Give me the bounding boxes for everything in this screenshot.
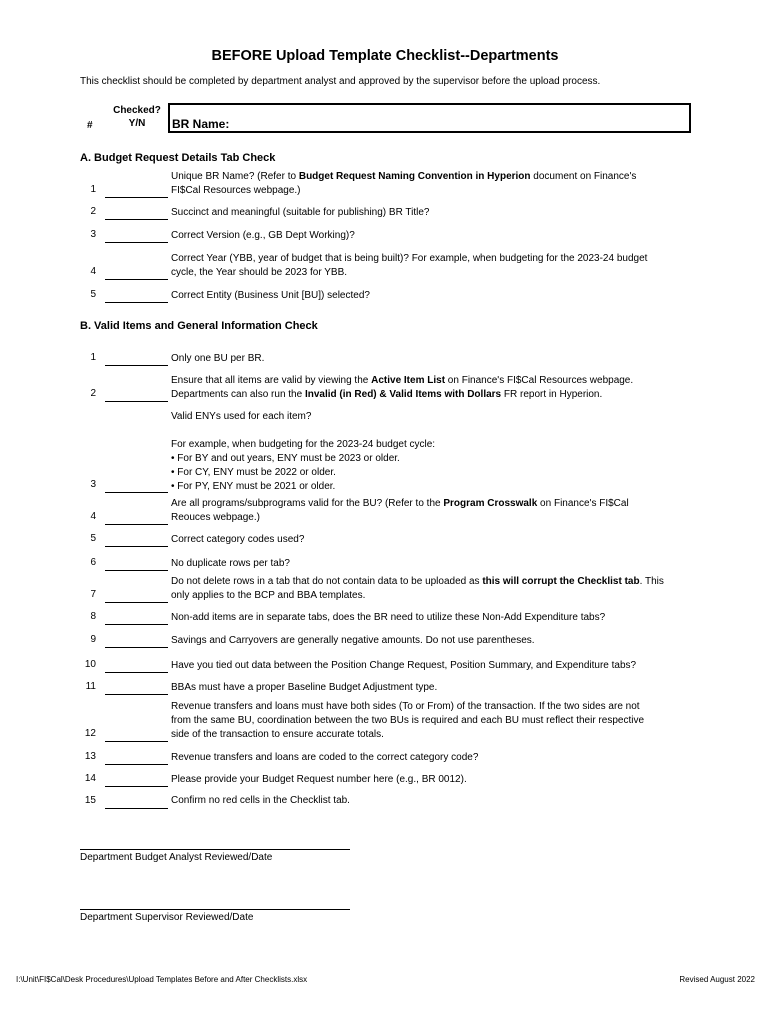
- section-b-item-1-text: Only one BU per BR.: [171, 353, 265, 364]
- br-name-field[interactable]: [168, 103, 691, 133]
- section-b-item-13-text: Revenue transfers and loans are coded to the correct category code?: [171, 752, 479, 763]
- section-b-item-4-number: 4: [90, 511, 96, 522]
- section-b-item-15-check-field[interactable]: [105, 808, 168, 809]
- section-a-item-1-check-field[interactable]: [105, 197, 168, 198]
- section-b-item-9-text: Savings and Carryovers are generally negative amounts. Do not use parentheses.: [171, 635, 535, 646]
- section-b-item-8-text: Non-add items are in separate tabs, does the BR need to utilize these Non-Add Expenditure tabs?: [171, 612, 606, 623]
- section-a-item-1-text: Unique BR Name? (Refer to Budget Request Naming Convention in Hyperion document on Finance's FI$Cal Resources webpage.): [171, 171, 637, 196]
- header-checked-line1: Checked?: [113, 105, 161, 116]
- supervisor-signature-label: Department Supervisor Reviewed/Date: [80, 912, 254, 923]
- section-a-item-3-check-field[interactable]: [105, 242, 168, 243]
- section-b-item-5-number: 5: [90, 533, 96, 544]
- section-b-item-11-check-field[interactable]: [105, 694, 168, 695]
- section-b-item-7-check-field[interactable]: [105, 602, 168, 603]
- section-b-item-10-number: 10: [84, 659, 96, 670]
- supervisor-signature-line[interactable]: [80, 909, 350, 910]
- intro-text: This checklist should be completed by department analyst and approved by the supervisor before the upload process.: [80, 76, 601, 87]
- section-b-item-2-number: 2: [90, 388, 96, 399]
- section-b-item-4-text: Are all programs/subprograms valid for the BU? (Refer to the Program Crosswalk on Finance's FI$Cal Reouces webpage.): [171, 498, 629, 523]
- section-b-title: B. Valid Items and General Information Check: [80, 320, 318, 332]
- section-b-item-15-text: Confirm no red cells in the Checklist tab.: [171, 795, 350, 806]
- section-b-item-12-text: Revenue transfers and loans must have both sides (To or From) of the transaction. If the two sides are not from the same BU, coordination between the two BUs is required and each BU must reflect their respective side of the transaction to ensure accurate totals.: [171, 701, 645, 740]
- section-a-item-2-text: Succinct and meaningful (suitable for publishing) BR Title?: [171, 207, 430, 218]
- section-a-item-5-number: 5: [90, 289, 96, 300]
- section-b-item-11-text: BBAs must have a proper Baseline Budget Adjustment type.: [171, 682, 438, 693]
- footer-revised-date: Revised August 2022: [679, 975, 755, 984]
- section-a-item-2-check-field[interactable]: [105, 219, 168, 220]
- section-a-item-5-text: Correct Entity (Business Unit [BU]) selected?: [171, 290, 370, 301]
- section-b-item-2-text: Ensure that all items are valid by viewing the Active Item List on Finance's FI$Cal Resources webpage. Departments can also run the Invalid (in Red) & Valid Items with Dollars FR report in Hyperion.: [171, 375, 634, 400]
- section-b-item-14-number: 14: [84, 773, 96, 784]
- section-b-item-10-text: Have you tied out data between the Position Change Request, Position Summary, and Expenditure tabs?: [171, 660, 637, 671]
- section-b-item-14-check-field[interactable]: [105, 786, 168, 787]
- section-b-item-3-text: Valid ENYs used for each item? For example, when budgeting for the 2023-24 budget cycle: • For BY and out years, ENY must be 2023 or older. • For CY, ENY must be 2022 or older. • For PY, ENY must be 2021 or older.: [171, 411, 436, 492]
- header-number-label: #: [87, 120, 93, 131]
- section-b-item-13-number: 13: [84, 751, 96, 762]
- section-b-item-9-check-field[interactable]: [105, 647, 168, 648]
- page-title: BEFORE Upload Template Checklist--Departments: [211, 48, 559, 64]
- header-checked-line2: Y/N: [128, 118, 146, 129]
- section-b-item-7-number: 7: [90, 589, 96, 600]
- section-b-item-11-number: 11: [85, 681, 96, 692]
- section-b-item-4-check-field[interactable]: [105, 524, 168, 525]
- section-a-item-1-number: 1: [90, 184, 96, 195]
- section-a-item-4-number: 4: [90, 266, 96, 277]
- analyst-signature-label: Department Budget Analyst Reviewed/Date: [80, 852, 273, 863]
- section-b-item-2-check-field[interactable]: [105, 401, 168, 402]
- section-a-title: A. Budget Request Details Tab Check: [80, 152, 276, 164]
- section-b-item-5-check-field[interactable]: [105, 546, 168, 547]
- br-name-label: BR Name:: [172, 117, 230, 131]
- section-a-item-3-text: Correct Version (e.g., GB Dept Working)?: [171, 230, 355, 241]
- section-a-item-4-check-field[interactable]: [105, 279, 168, 280]
- section-a-item-3-number: 3: [90, 229, 96, 240]
- section-b-item-5-text: Correct category codes used?: [171, 534, 305, 545]
- footer-file-path: I:\Unit\FI$Cal\Desk Procedures\Upload Templates Before and After Checklists.xlsx: [16, 975, 308, 984]
- section-b-item-8-check-field[interactable]: [105, 624, 168, 625]
- section-b-item-12-check-field[interactable]: [105, 741, 168, 742]
- section-b-item-12-number: 12: [84, 728, 96, 739]
- header-checked-label: [106, 104, 168, 130]
- section-a-item-4-text: Correct Year (YBB, year of budget that is being built)? For example, when budgeting for the 2023-24 budget cycle, the Year should be 2023 for YBB.: [171, 253, 648, 278]
- section-b-item-15-number: 15: [84, 795, 96, 806]
- section-b-item-3-check-field[interactable]: [105, 492, 168, 493]
- section-b-item-8-number: 8: [90, 611, 96, 622]
- section-b-item-1-number: 1: [90, 352, 96, 363]
- section-b-item-10-check-field[interactable]: [105, 672, 168, 673]
- section-b-item-6-text: No duplicate rows per tab?: [171, 558, 290, 569]
- section-b-item-6-number: 6: [90, 557, 96, 568]
- section-b-item-13-check-field[interactable]: [105, 764, 168, 765]
- section-a-item-2-number: 2: [90, 206, 96, 217]
- section-b-item-9-number: 9: [90, 634, 96, 645]
- analyst-signature-line[interactable]: [80, 849, 350, 850]
- section-b-item-1-check-field[interactable]: [105, 365, 168, 366]
- section-b-item-6-check-field[interactable]: [105, 570, 168, 571]
- section-b-item-3-number: 3: [90, 479, 96, 490]
- section-b-item-14-text: Please provide your Budget Request number here (e.g., BR 0012).: [171, 774, 467, 785]
- section-b-item-7-text: Do not delete rows in a tab that do not contain data to be uploaded as this will corrupt the Checklist tab. This only applies to the BCP and BBA templates.: [171, 576, 664, 601]
- section-a-item-5-check-field[interactable]: [105, 302, 168, 303]
